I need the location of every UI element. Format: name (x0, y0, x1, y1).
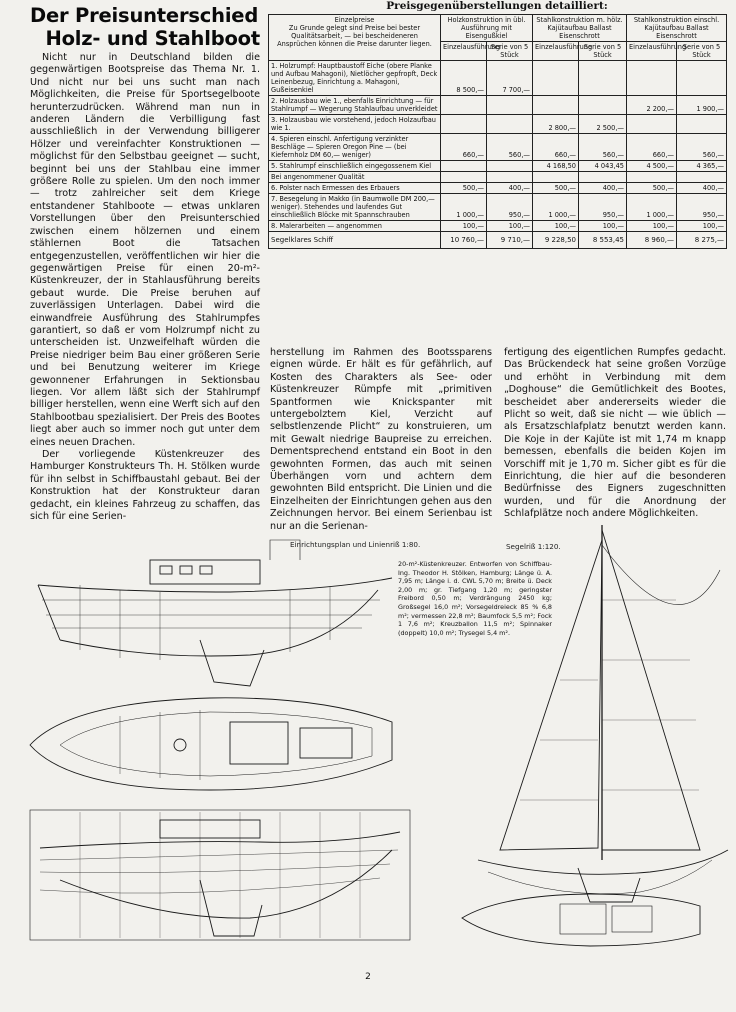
hull-profile-drawing (38, 540, 392, 686)
sail-plan-drawing (478, 525, 728, 902)
table-cell-item: 6. Polster nach Ermessen des Erbauers (269, 183, 441, 194)
table-group-header: Stahlkonstruktion einschl. Kajütaufbau Ballast Eisenschrott (627, 15, 727, 42)
table-cell-value: 560,— (677, 134, 727, 161)
table-group-header: Holzkonstruktion in übl. Ausführung mit Eisengußkiel (441, 15, 533, 42)
table-cell-item: 3. Holzausbau wie vorstehend, jedoch Holzaufbau wie 1. (269, 115, 441, 134)
boat-specifications: 20-m²-Küstenkreuzer. Entworfen von Schiffbau-Ing. Theodor H. Stölken, Hamburg; Länge ü. A. 7,95 m; Länge i. d. CWL 5,70 m; Breite ü. Deck 2,00 m; gr. Tiefgang 1,20 m; geringster Freibord 0,50 m; Verdrängung 2450 kg; Großsegel 16,0 m²; Vorsegeldreieck 85 % 6,8 m²; vermessen 22,8 m²; Baumfock 5,5 m²; Fock 1 7,6 m²; Kreuzballon 11,5 m²; Spinnaker (doppelt) 10,0 m²; Trysegel 5,4 m². (398, 560, 552, 637)
table-cell-item: 2. Holzausbau wie 1., ebenfalls Einrichtung — für Stahlrumpf — Wegerung Stahlaufbau unverkleidet (269, 96, 441, 115)
table-cell-value: 1 000,— (441, 194, 487, 221)
table-sub-header: Serie von 5 Stück (677, 42, 727, 61)
table-cell-value: 100,— (677, 221, 727, 232)
table-cell-value: 660,— (441, 134, 487, 161)
table-cell-value: 660,— (533, 134, 579, 161)
table-cell-value: 4 168,50 (533, 161, 579, 172)
table-cell-value: 560,— (579, 134, 627, 161)
table-cell-value: 500,— (533, 183, 579, 194)
table-cell-value: 400,— (677, 183, 727, 194)
header-note: Zu Grunde gelegt sind Preise bei bester Qualitätsarbeit, — bei bescheideneren Ansprüchen können die Preise darunter liegen. (277, 24, 432, 48)
table-cell-item: 8. Malerarbeiten — angenommen (269, 221, 441, 232)
table-cell-value: 950,— (579, 194, 627, 221)
table-cell-value: 100,— (533, 221, 579, 232)
table-cell-value: 8 275,— (677, 232, 727, 249)
table-cell-value: 8 553,45 (579, 232, 627, 249)
table-cell-value: 950,— (487, 194, 533, 221)
table-cell-value: 2 800,— (533, 115, 579, 134)
table-cell-value: 500,— (441, 183, 487, 194)
table-cell-value: 560,— (487, 134, 533, 161)
table-cell-value: 2 200,— (627, 96, 677, 115)
lines-plan-drawing (30, 810, 410, 940)
table-sub-header: Einzelausführung (627, 42, 677, 61)
paragraph: Nicht nur in Deutschland bilden die gegenwärtigen Bootspreise das Thema Nr. 1. Und nicht nur bei uns sucht man nach Möglichkeiten, die Preise für Sportsegelboote herunterzudrücken. Während man nun in anderen Ländern die Verbilligung fast ausschließlich in der Verwendung billigerer Hölzer und vereinfachter Konstruktionen — möglichst für den Selbstbau geeignet — sucht, beginnt bei uns der Stahlbau eine immer größere Rolle zu spielen. Um den noch immer — trotz zahlreicher seit dem Kriege entstandener Stahlboote — etwas unklaren Vorstellungen über den Preisunterschied zwischen einem hölzernen und einem stählernen Boot die Tatsachen entgegenzustellen, veröffentlichen wir hier die gegenwärtigen Preise für einen 20-m²-Küstenkreuzer, der in Stahlausführung bereits gebaut wurde. Die Preise beruhen auf zuverlässigen Unterlagen. Dabei wird die einwandfreie Ausführung des Stahlrumpfes garantiert, so daß er vom Holzrumpf nicht zu unterscheiden ist. Unzweifelhaft würden die Preise niedriger beim Bau einer größeren Serie und bei Benutzung weiterer im Kriege gewonnener Erfahrungen in Sektionsbau liegen. Vor allem läßt sich der Stahlrumpf billiger herstellen, wenn eine Werft sich auf den Stahlbootbau spezialisiert. Der Preis des Bootes liegt aber auch so immer noch gut unter dem eines neuen Drachen. (30, 52, 260, 448)
table-cell-value: 950,— (677, 194, 727, 221)
table-cell-value: 100,— (579, 221, 627, 232)
table-title: Preisgegenüberstellungen detailliert: (386, 0, 608, 12)
table-sub-header: Serie von 5 Stück (579, 42, 627, 61)
sail-plan-caption: Segelriß 1:120. (506, 542, 561, 551)
table-cell-value: 500,— (627, 183, 677, 194)
table-sub-header: Einzelausführung (441, 42, 487, 61)
table-cell-value: 10 760,— (441, 232, 487, 249)
table-cell-value: 7 700,— (487, 61, 533, 96)
deck-plan-drawing (30, 698, 392, 790)
table-cell-value: 4 043,45 (579, 161, 627, 172)
table-cell-item: 4. Spieren einschl. Anfertigung verzinkter Beschläge — Spieren Oregon Pine — (bei Kiefernholz DM 60,— weniger) (269, 134, 441, 161)
paragraph: herstellung im Rahmen des Bootssparens eignen würde. Er hält es für gefährlich, auf Kosten des Charakters als See- oder Küstenkreuzer Rümpfe mit „primitiven Spantformen wie Knickspanter mit untergebolztem Kiel, Verzicht auf selbstlenzende Plicht“ zu konstruieren, um mit Gewalt niedrige Baupreise zu erreichen. Dementsprechend entstand ein Boot in den gewohnten Formen, das auch mit seinen Überhängen vorn und achtern dem gewohnten Bild entspricht. Die Linien und die Einzelheiten der Einrichtungen gehen aus den Zeichnungen hervor. Bei einem Serienbau ist nur an die Serienan- (270, 347, 492, 532)
table-group-header: Stahlkonstruktion m. hölz. Kajütaufbau Ballast Eisenschrott (533, 15, 627, 42)
small-deck-plan-drawing (462, 894, 700, 946)
table-sub-header: Einzelausführung (533, 42, 579, 61)
table-cell-value: 2 500,— (579, 115, 627, 134)
paragraph: Der vorliegende Küstenkreuzer des Hamburger Konstrukteurs Th. H. Stölken wurde für ihn selbst in Schiffbaustahl gebaut. Bei der Konstruktion hat der Konstrukteur daran gedacht, ein kleines Fahrzeug zu schaffen, das sich für eine Serien- (30, 449, 260, 523)
table-cell-value: 100,— (441, 221, 487, 232)
table-cell-item: 5. Stahlrumpf einschließlich eingegossenem Kiel (269, 161, 441, 172)
paragraph: fertigung des eigentlichen Rumpfes gedacht. Das Brückendeck hat seine großen Vorzüge und erhöht in Verbindung mit dem „Doghouse“ die Gemütlichkeit des Bootes, bescheidet aber andererseits wieder die Plicht so weit, daß sie nicht — wie üblich — als Ersatzschlafplatz benutzt werden kann. Die Koje in der Kajüte ist mit 1,74 m knapp bemessen, ebenfalls die beiden Kojen im Vorschiff mit je 1,70 m. Sicher gibt es für die Einrichtung, die hier auf die besonderen Bedürfnisse des Eigners zugeschnitten wurden, und für die Anordnung der Schlafplätze noch andere Möglichkeiten. (504, 347, 726, 520)
plan-caption: Einrichtungsplan und Linienriß 1:80. (290, 540, 421, 549)
table-cell-value: 400,— (487, 183, 533, 194)
table-cell-item: Bei angenommener Qualität (269, 172, 441, 183)
headline-line-2: Holz- und Stahlboot (45, 27, 260, 50)
table-cell-value: 1 900,— (677, 96, 727, 115)
table-sub-header: Serie von 5 Stück (487, 42, 533, 61)
table-cell-item: 7. Besegelung in Makko (in Baumwolle DM 200,— weniger). Stehendes und laufendes Gut einschließlich Blöcke mit Spannschrauben (269, 194, 441, 221)
table-cell-value: 1 000,— (627, 194, 677, 221)
table-cell-value: 9 228,50 (533, 232, 579, 249)
table-cell-value: 400,— (579, 183, 627, 194)
headline-line-1: Der Preisunterschied (30, 4, 259, 27)
page-number: 2 (365, 972, 371, 982)
table-cell-item: Segelklares Schiff (269, 232, 441, 249)
table-cell-value: 660,— (627, 134, 677, 161)
table-cell-value: 9 710,— (487, 232, 533, 249)
table-cell-value: 4 365,— (677, 161, 727, 172)
table-cell-value: 100,— (487, 221, 533, 232)
table-cell-value: 1 000,— (533, 194, 579, 221)
header-label: Einzelpreise (334, 16, 375, 24)
table-cell-value: 100,— (627, 221, 677, 232)
table-cell-item: 1. Holzrumpf: Hauptbaustoff Eiche (obere Planke und Aufbau Mahagoni), Nietlöcher gepfropft, Deck Leinenbezug, Einrichtung a. Mahagoni, Gußeisenkiel (269, 61, 441, 96)
table-cell-value: 4 500,— (627, 161, 677, 172)
table-cell-value: 8 500,— (441, 61, 487, 96)
table-cell-value: 8 960,— (627, 232, 677, 249)
